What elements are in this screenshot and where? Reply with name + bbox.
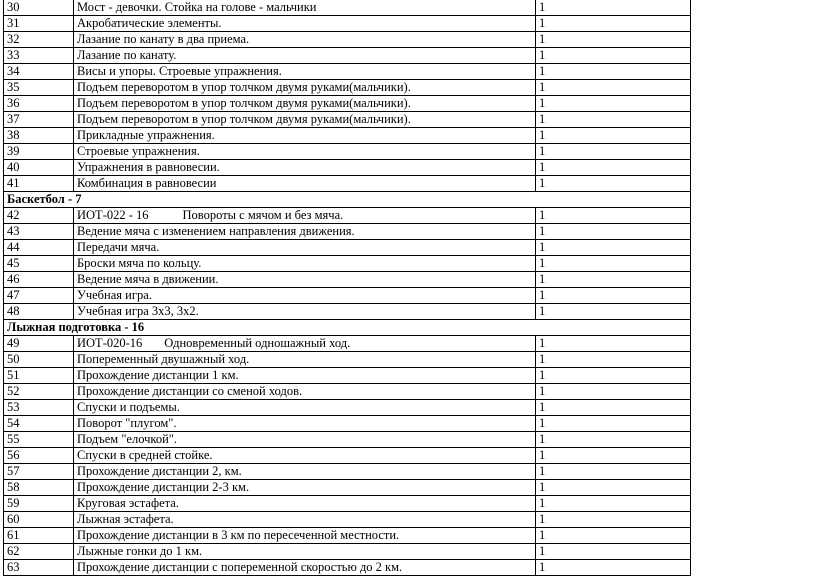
row-hours: 1 [536,0,691,16]
row-hours: 1 [536,560,691,576]
table-row [4,224,691,240]
row-hours: 1 [536,272,691,288]
row-topic: Передачи мяча. [74,240,536,256]
row-number: 56 [4,448,74,464]
row-number: 35 [4,80,74,96]
row-topic: Ведение мяча с изменением направления движения. [74,224,536,240]
row-topic: Подъем переворотом в упор толчком двумя руками(мальчики). [74,112,536,128]
section-row-basketball [4,192,691,208]
row-hours: 1 [536,96,691,112]
table-row [4,336,691,352]
row-number: 37 [4,112,74,128]
table-row [4,272,691,288]
row-hours: 1 [536,432,691,448]
row-number: 39 [4,144,74,160]
table-row [4,544,691,560]
row-number: 51 [4,368,74,384]
table-row [4,64,691,80]
row-number: 58 [4,480,74,496]
row-hours: 1 [536,176,691,192]
table-row [4,368,691,384]
row-topic [74,336,536,352]
row-number: 45 [4,256,74,272]
row-topic: Лазание по канату. [74,48,536,64]
row-topic: Учебная игра. [74,288,536,304]
table-body-gymnastics [4,0,691,192]
table-body-ski-header [4,320,691,352]
table-row [4,208,691,224]
table-row [4,560,691,576]
instruction-code: ИОТ-022 - 16 [77,208,149,222]
row-topic: Попеременный двушажный ход. [74,352,536,368]
table-row [4,464,691,480]
row-topic: Лыжные гонки до 1 км. [74,544,536,560]
table-row [4,480,691,496]
row-hours: 1 [536,528,691,544]
row-hours: 1 [536,144,691,160]
table-row [4,416,691,432]
row-number: 52 [4,384,74,400]
row-number: 48 [4,304,74,320]
row-topic: Комбинация в равновесии [74,176,536,192]
row-hours: 1 [536,400,691,416]
topic-text: Одновременный одношажный ход. [164,336,351,350]
row-topic: Спуски в средней стойке. [74,448,536,464]
row-number: 41 [4,176,74,192]
table-row [4,400,691,416]
table-row [4,256,691,272]
row-topic: Поворот "плугом". [74,416,536,432]
table-row [4,96,691,112]
row-number: 54 [4,416,74,432]
row-number: 31 [4,16,74,32]
row-topic: Лазание по канату в два приема. [74,32,536,48]
row-number: 63 [4,560,74,576]
row-topic: Броски мяча по кольцу. [74,256,536,272]
row-hours: 1 [536,448,691,464]
row-hours: 1 [536,64,691,80]
table-body-basketball-header [4,192,691,224]
row-hours: 1 [536,112,691,128]
table-row [4,496,691,512]
table-row [4,176,691,192]
row-topic: Акробатические элементы. [74,16,536,32]
row-topic: Ведение мяча в движении. [74,272,536,288]
row-hours: 1 [536,512,691,528]
table-row [4,304,691,320]
row-number: 61 [4,528,74,544]
row-number: 60 [4,512,74,528]
row-number: 38 [4,128,74,144]
row-number: 53 [4,400,74,416]
row-number: 62 [4,544,74,560]
row-hours: 1 [536,368,691,384]
row-hours: 1 [536,16,691,32]
row-topic: Прохождение дистанции 1 км. [74,368,536,384]
row-topic: Круговая эстафета. [74,496,536,512]
row-number: 50 [4,352,74,368]
row-hours: 1 [536,128,691,144]
table-row [4,144,691,160]
row-topic: Подъем "елочкой". [74,432,536,448]
row-number: 44 [4,240,74,256]
row-topic: Прикладные упражнения. [74,128,536,144]
row-number: 30 [4,0,74,16]
table-row [4,160,691,176]
table-body-ski [4,352,691,576]
section-row-ski [4,320,691,336]
table-row [4,432,691,448]
row-topic: Лыжная эстафета. [74,512,536,528]
row-number: 34 [4,64,74,80]
row-hours: 1 [536,496,691,512]
table-row [4,80,691,96]
row-number: 49 [4,336,74,352]
table-row [4,512,691,528]
table-row [4,48,691,64]
row-topic: Прохождение дистанции в 3 км по пересеченной местности. [74,528,536,544]
table-row [4,112,691,128]
row-hours: 1 [536,544,691,560]
row-number: 40 [4,160,74,176]
row-number: 59 [4,496,74,512]
table-row [4,240,691,256]
row-number: 32 [4,32,74,48]
table-row [4,448,691,464]
table-row [4,128,691,144]
row-topic: Спуски и подъемы. [74,400,536,416]
row-topic: Мост - девочки. Стойка на голове - мальчики [74,0,536,16]
table-row [4,16,691,32]
table-row [4,32,691,48]
lesson-plan-table [3,0,691,576]
table-row [4,384,691,400]
row-topic: Прохождение дистанции с попеременной скоростью до 2 км. [74,560,536,576]
row-number: 47 [4,288,74,304]
row-hours: 1 [536,352,691,368]
row-hours: 1 [536,256,691,272]
table-row [4,288,691,304]
table-row [4,528,691,544]
row-topic: Висы и упоры. Строевые упражнения. [74,64,536,80]
row-topic: Прохождение дистанции со сменой ходов. [74,384,536,400]
row-topic: Строевые упражнения. [74,144,536,160]
row-hours: 1 [536,480,691,496]
table-body-basketball [4,224,691,320]
row-number: 57 [4,464,74,480]
row-topic: Подъем переворотом в упор толчком двумя руками(мальчики). [74,80,536,96]
table-row [4,0,691,16]
row-hours: 1 [536,416,691,432]
row-number: 55 [4,432,74,448]
row-hours: 1 [536,336,691,352]
row-topic: Подъем переворотом в упор толчком двумя руками(мальчики). [74,96,536,112]
row-number: 46 [4,272,74,288]
row-hours: 1 [536,224,691,240]
row-hours: 1 [536,240,691,256]
row-topic: Учебная игра 3х3, 3х2. [74,304,536,320]
instruction-code: ИОТ-020-16 [77,336,143,350]
row-hours: 1 [536,384,691,400]
row-hours: 1 [536,464,691,480]
row-topic [74,208,536,224]
row-hours: 1 [536,160,691,176]
row-topic: Прохождение дистанции 2, км. [74,464,536,480]
table-row [4,352,691,368]
row-hours: 1 [536,208,691,224]
row-hours: 1 [536,304,691,320]
section-title-ski: Лыжная подготовка - 16 [4,320,691,336]
row-hours: 1 [536,288,691,304]
row-hours: 1 [536,32,691,48]
row-number: 36 [4,96,74,112]
row-number: 42 [4,208,74,224]
row-number: 43 [4,224,74,240]
row-topic: Упражнения в равновесии. [74,160,536,176]
topic-text: Повороты с мячом и без мяча. [182,208,344,222]
section-title-basketball: Баскетбол - 7 [4,192,691,208]
row-hours: 1 [536,80,691,96]
row-hours: 1 [536,48,691,64]
row-topic: Прохождение дистанции 2-3 км. [74,480,536,496]
row-number: 33 [4,48,74,64]
